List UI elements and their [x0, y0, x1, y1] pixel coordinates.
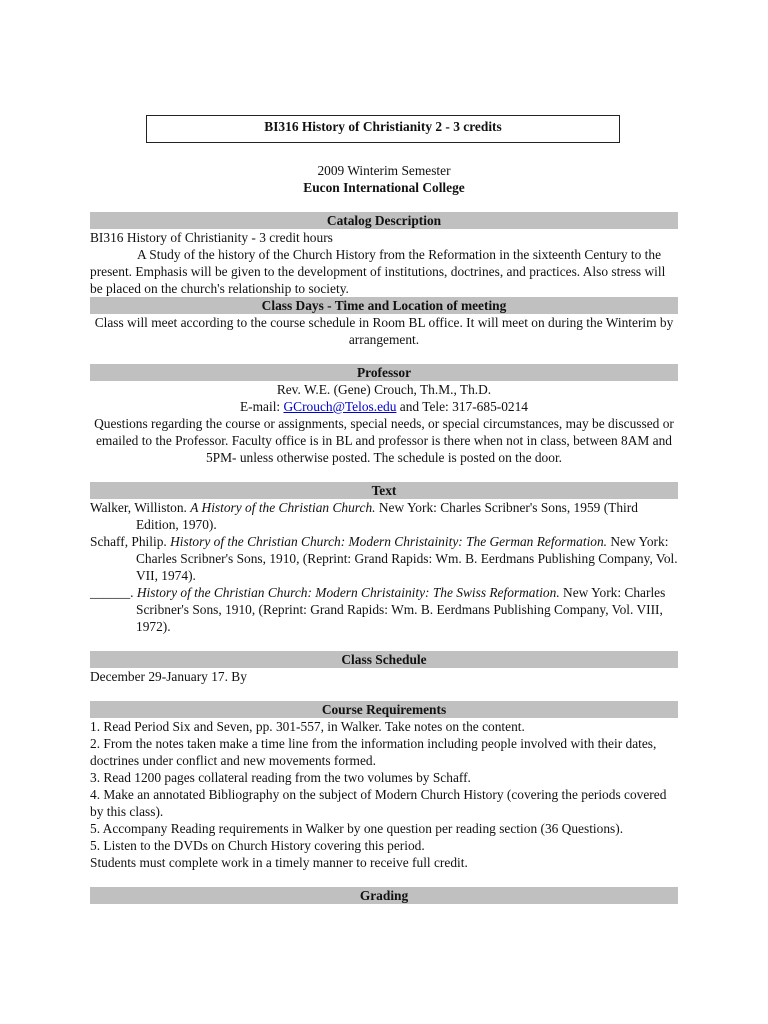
schedule-text: December 29-January 17. By	[90, 669, 247, 684]
ref3-rest: New York: Charles Scribner's Sons, 1910, (Reprint: Grand Rapids: Wm. B. Eerdmans Publishing Company, Vol. VIII, 1972).	[136, 585, 666, 634]
professor-email-link[interactable]: GCrouch@Telos.edu	[283, 399, 397, 414]
ref2-author: Schaff, Philip.	[90, 534, 171, 549]
ref3-title: History of the Christian Church: Modern Christainity: The Swiss Reformation.	[136, 585, 560, 600]
requirement-item: 3. Read 1200 pages collateral reading from the two volumes by Schaff.	[90, 770, 471, 785]
college-name: Eucon International College	[303, 180, 465, 195]
catalog-description: A Study of the history of the Church History from the Reformation in the sixteenth Century to the present. Emphasis will be given to the development of institutions, doctrines, and practices. Also stress will be placed on the church's relationship to society.	[90, 247, 666, 296]
ref1-title: A History of the Christian Church.	[190, 500, 376, 515]
requirement-item: 2. From the notes taken make a time line from the information including people involved with their dates, doctrines under conflict and new movements formed.	[90, 736, 657, 768]
grading-heading: Grading	[90, 887, 678, 904]
class-days-heading: Class Days - Time and Location of meeting	[90, 297, 678, 314]
text-ref-schaff-swiss	[90, 584, 678, 635]
course-title: BI316 History of Christianity 2 - 3 credits	[264, 119, 502, 134]
ref1-rest: New York: Charles Scribner's Sons, 1959 (Third Edition, 1970).	[136, 500, 638, 532]
catalog-heading: Catalog Description	[90, 212, 678, 229]
ref3-sep: .	[130, 585, 137, 600]
professor-name: Rev. W.E. (Gene) Crouch, Th.M., Th.D.	[276, 382, 492, 397]
requirements-heading: Course Requirements	[90, 701, 678, 718]
text-ref-schaff-german	[90, 533, 678, 584]
requirement-item: 5. Listen to the DVDs on Church History covering this period.	[90, 838, 425, 853]
text-heading: Text	[90, 482, 678, 499]
ref1-author: Walker, Williston.	[90, 500, 191, 515]
requirement-item: 4. Make an annotated Bibliography on the subject of Modern Church History (covering the periods covered by this class).	[90, 787, 667, 819]
document-content	[90, 162, 678, 904]
professor-heading: Professor	[90, 364, 678, 381]
course-title-box	[146, 115, 620, 143]
ref3-blank: ______	[90, 585, 131, 600]
email-label: E-mail:	[239, 399, 284, 414]
requirement-note: Students must complete work in a timely manner to receive full credit.	[90, 855, 468, 870]
semester-line: 2009 Winterim Semester	[317, 163, 451, 178]
catalog-course-line: BI316 History of Christianity - 3 credit hours	[90, 230, 333, 245]
ref2-title: History of the Christian Church: Modern Christainity: The German Reformation.	[170, 534, 608, 549]
class-days-text: Class will meet according to the course schedule in Room BL office. It will meet on during the Winterim by arrangement.	[94, 315, 674, 347]
text-ref-walker	[90, 499, 678, 533]
requirement-item: 1. Read Period Six and Seven, pp. 301-557, in Walker. Take notes on the content.	[90, 719, 525, 734]
ref2-rest: New York: Charles Scribner's Sons, 1910, (Reprint: Grand Rapids: Wm. B. Eerdmans Publishing Company, Vol. VII, 1974).	[136, 534, 678, 583]
professor-notes: Questions regarding the course or assignments, special needs, or special circumstances, may be discussed or emailed to the Professor. Faculty office is in BL and professor is there when not in class, between 8AM and 5PM- unless otherwise posted. The schedule is posted on the door.	[94, 416, 674, 465]
professor-tele: and Tele: 317-685-0214	[396, 399, 528, 414]
schedule-heading: Class Schedule	[90, 651, 678, 668]
professor-contact	[90, 398, 678, 415]
requirement-item: 5. Accompany Reading requirements in Walker by one question per reading section (36 Questions).	[90, 821, 624, 836]
